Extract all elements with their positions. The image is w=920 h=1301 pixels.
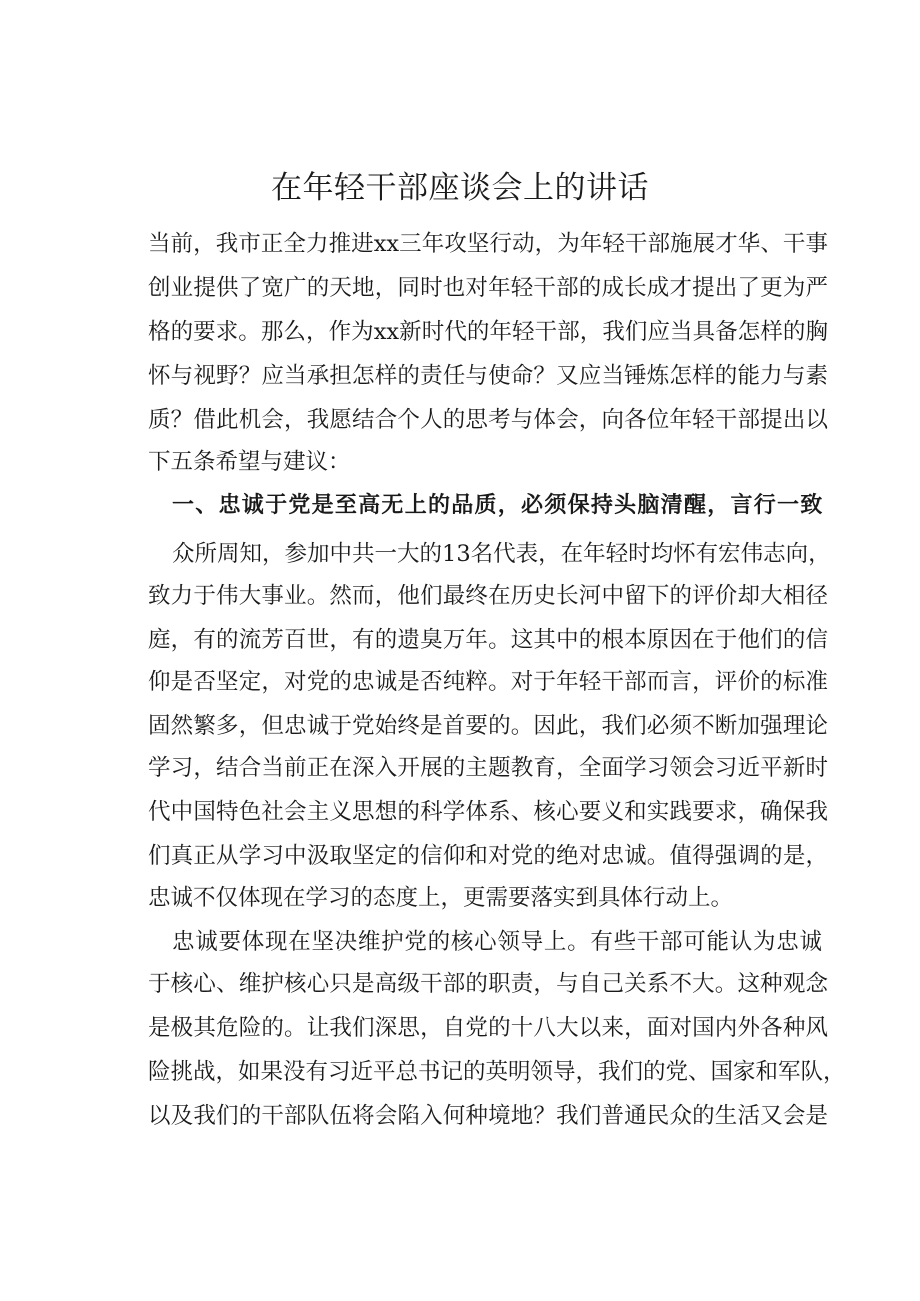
- paragraph-line: 庭，有的流芳百世，有的遗臭万年。这其中的根本原因在于他们的信: [148, 627, 828, 653]
- paragraph-line: 固然繁多，但忠诚于党始终是首要的。因此，我们必须不断加强理论: [148, 713, 828, 739]
- intro-line: 怀与视野？应当承担怎样的责任与使命？又应当锤炼怎样的能力与素: [148, 363, 828, 389]
- paragraph-line: 于核心、维护核心只是高级干部的职责，与自己关系不大。这种观念: [148, 971, 828, 997]
- intro-line: 下五条希望与建议：: [148, 449, 351, 475]
- paragraph-line: 以及我们的干部队伍将会陷入何种境地？我们普通民众的生活又会是: [148, 1103, 828, 1129]
- paragraph-line: 学习，结合当前正在深入开展的主题教育，全面学习领会习近平新时: [148, 755, 828, 781]
- paragraph-line: 险挑战，如果没有习近平总书记的英明领导，我们的党、国家和军队，: [148, 1059, 846, 1085]
- paragraph-line: 们真正从学习中汲取坚定的信仰和对党的绝对忠诚。值得强调的是，: [148, 843, 828, 869]
- intro-line: 质？借此机会，我愿结合个人的思考与体会，向各位年轻干部提出以: [148, 407, 828, 433]
- intro-line: 格的要求。那么，作为xx新时代的年轻干部，我们应当具备怎样的胸: [148, 319, 828, 345]
- paragraph-line: 代中国特色社会主义思想的科学体系、核心要义和实践要求，确保我: [148, 799, 828, 825]
- section-heading: 一、忠诚于党是至高无上的品质，必须保持头脑清醒，言行一致: [172, 493, 822, 518]
- paragraph-line: 致力于伟大事业。然而，他们最终在历史长河中留下的评价却大相径: [148, 583, 828, 609]
- intro-line: 创业提供了宽广的天地，同时也对年轻干部的成长成才提出了更为严: [148, 275, 828, 301]
- paragraph-line: 忠诚要体现在坚决维护党的核心领导上。有些干部可能认为忠诚: [172, 929, 822, 955]
- paragraph-line: 忠诚不仅体现在学习的态度上，更需要落实到具体行动上。: [148, 885, 734, 911]
- paragraph-line: 仰是否坚定，对党的忠诚是否纯粹。对于年轻干部而言，评价的标准: [148, 669, 828, 695]
- intro-line: 当前，我市正全力推进xx三年攻坚行动，为年轻干部施展才华、干事: [148, 231, 828, 257]
- page-title: 在年轻干部座谈会上的讲话: [271, 170, 649, 206]
- paragraph-line: 是极其危险的。让我们深思，自党的十八大以来，面对国内外各种风: [148, 1015, 828, 1041]
- paragraph-line: 众所周知，参加中共一大的13名代表，在年轻时均怀有宏伟志向，: [172, 541, 831, 567]
